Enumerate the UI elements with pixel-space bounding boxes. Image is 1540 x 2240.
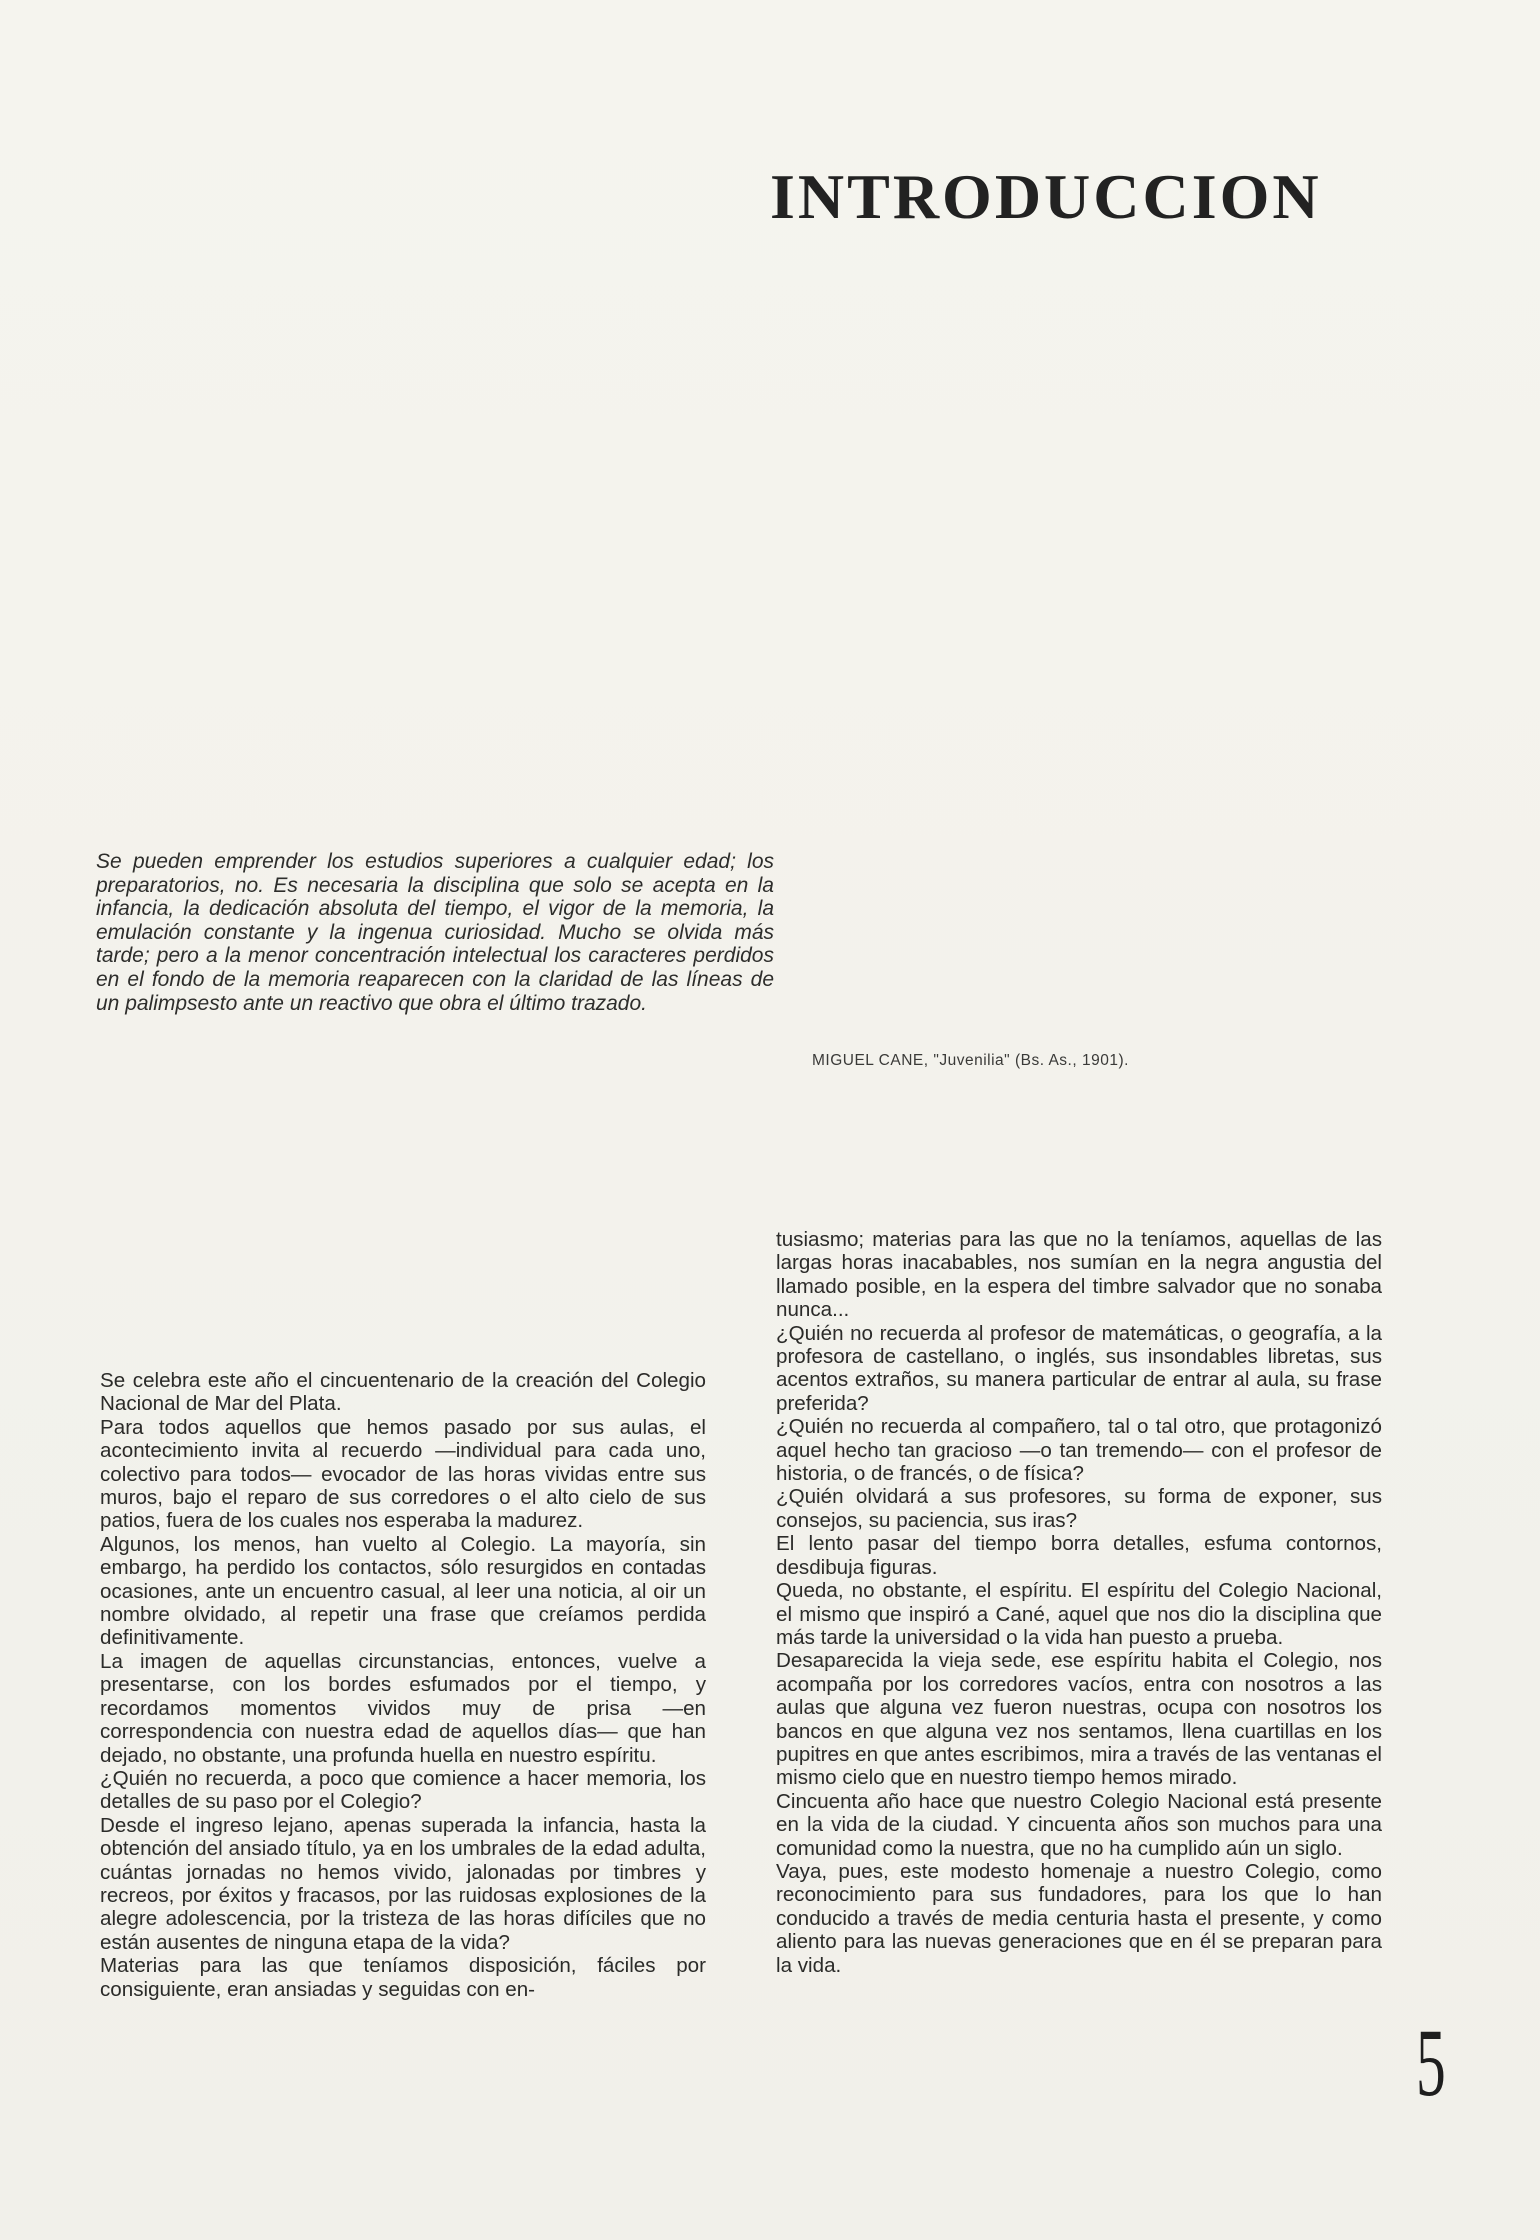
- paragraph: El lento pasar del tiempo borra detalles, esfuma contornos, desdibuja figuras.: [776, 1532, 1382, 1579]
- paragraph: Desaparecida la vieja sede, ese espíritu habita el Colegio, nos acompaña por los corredores vacíos, entra con nosotros a las aulas que alguna vez fueron nuestras, ocupa con nosotros los bancos en que alguna vez nos sentamos, llena cuartillas en los pupitres en que antes escribimos, mira a través de las ventanas el mismo cielo que en nuestro tiempo hemos mirado.: [776, 1649, 1382, 1790]
- paragraph: ¿Quién no recuerda, a poco que comience a hacer memoria, los detalles de su paso por el Colegio?: [100, 1766, 706, 1814]
- paragraph: ¿Quién no recuerda al profesor de matemáticas, o geografía, a la profesora de castellano, o inglés, sus insondables libretas, sus acentos extraños, su manera particular de entrar al aula, su frase preferida?: [776, 1321, 1382, 1415]
- paragraph: tusiasmo; materias para las que no la teníamos, aquellas de las largas horas inacabables, nos sumían en la negra angustia del llamado posible, en la espera del timbre salvador que no sonaba nunca...: [776, 1228, 1382, 1322]
- paragraph: Cincuenta año hace que nuestro Colegio Nacional está presente en la vida de la ciudad. Y cincuenta años son muchos para una comunidad como la nuestra, que no ha cumplido aún un siglo.: [776, 1789, 1382, 1860]
- paragraph: ¿Quién no recuerda al compañero, tal o tal otro, que protagonizó aquel hecho tan gracioso —o tan tremendo— con el profesor de historia, o de francés, o de física?: [776, 1415, 1382, 1486]
- paragraph: Se celebra este año el cincuentenario de la creación del Colegio Nacional de Mar del Plata.: [100, 1369, 706, 1416]
- paragraph: Para todos aquellos que hemos pasado por sus aulas, el acontecimiento invita al recuerdo —individual para cada uno, colectivo para todos— evocador de las horas vividas entre sus muros, bajo el reparo de sus corredores o el alto cielo de sus patios, fuera de los cuales nos esperaba la madurez.: [100, 1415, 706, 1533]
- paragraph: Desde el ingreso lejano, apenas superada la infancia, hasta la obtención del ansiado título, ya en los umbrales de la edad adulta, cuántas jornadas no hemos vivido, jalonadas por timbres y recreos, por éxitos y fracasos, por las ruidosas explosiones de la alegre adolescencia, por la tristeza de las horas difíciles que no están ausentes de ninguna etapa de la vida?: [100, 1813, 706, 1954]
- page-number: 5: [1416, 2009, 1446, 2116]
- paragraph: ¿Quién olvidará a sus profesores, su forma de exponer, sus consejos, su paciencia, sus iras?: [776, 1485, 1382, 1532]
- paragraph: Algunos, los menos, han vuelto al Colegio. La mayoría, sin embargo, ha perdido los contactos, sólo resurgidos en contadas ocasiones, ante un encuentro casual, al leer una noticia, al oir un nombre olvidado, al repetir una frase que creíamos perdida definitivamente.: [100, 1532, 706, 1650]
- right-text-column: [776, 1228, 1382, 1977]
- paragraph: Materias para las que teníamos disposición, fáciles por consiguiente, eran ansiadas y seguidas con en-: [100, 1954, 706, 2001]
- left-text-column: [100, 1369, 706, 2001]
- epigraph-quote: Se pueden emprender los estudios superiores a cualquier edad; los preparatorios, no. Es necesaria la disciplina que solo se acepta en la infancia, la dedicación absoluta del tiempo, el vigor de la memoria, la emulación constante y la ingenua curiosidad. Mucho se olvida más tarde; pero a la menor concentración intelectual los caracteres perdidos en el fondo de la memoria reaparecen con la claridad de las líneas de un palimpsesto ante un reactivo que obra el último trazado.: [96, 850, 774, 1015]
- epigraph-attribution: MIGUEL CANE, "Juvenilia" (Bs. As., 1901).: [812, 1052, 1129, 1069]
- paragraph: Queda, no obstante, el espíritu. El espíritu del Colegio Nacional, el mismo que inspiró a Cané, aquel que nos dio la disciplina que más tarde la universidad o la vida han puesto a prueba.: [776, 1579, 1382, 1649]
- paragraph: Vaya, pues, este modesto homenaje a nuestro Colegio, como reconocimiento para sus fundadores, para los que lo han conducido a través de media centuria hasta el presente, y como aliento para las nuevas generaciones que en él se preparan para la vida.: [776, 1859, 1382, 1977]
- paragraph: La imagen de aquellas circunstancias, entonces, vuelve a presentarse, con los bordes esfumados por el tiempo, y recordamos momentos vividos muy de prisa —en correspondencia con nuestra edad de aquellos días— que han dejado, no obstante, una profunda huella en nuestro espíritu.: [100, 1649, 706, 1767]
- page-title: INTRODUCCION: [770, 161, 1322, 232]
